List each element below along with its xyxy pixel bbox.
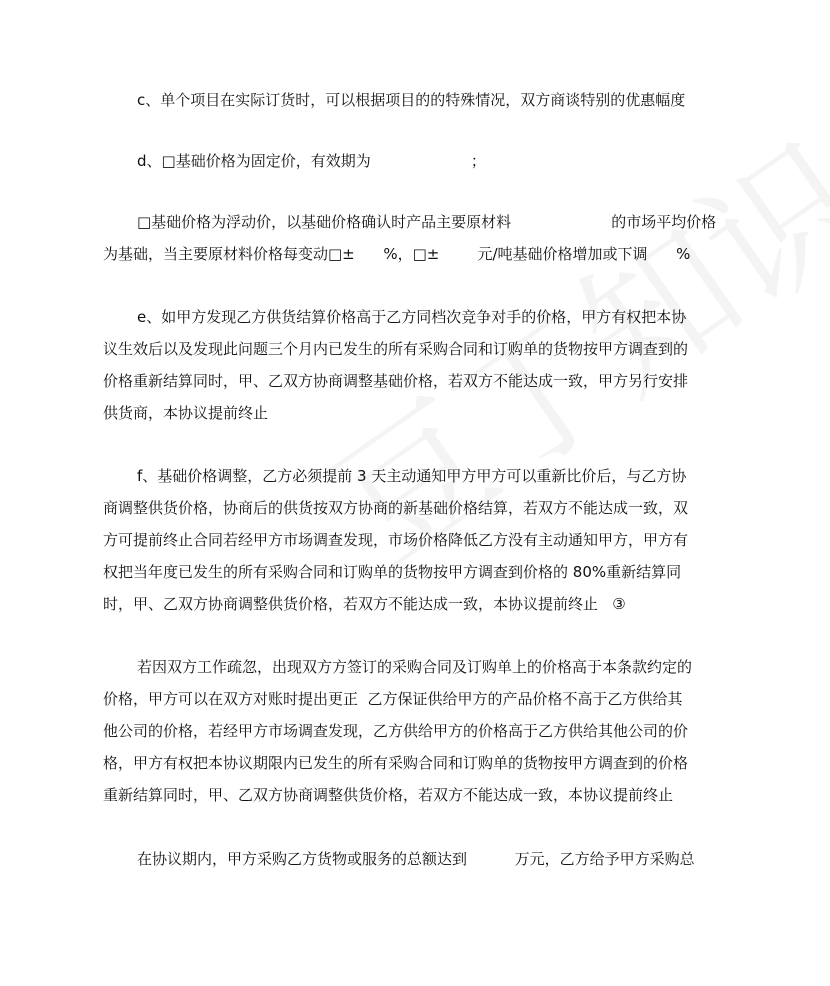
para-c-line-1: c、单个项目在实际订货时，可以根据项目的的特殊情况，双方商谈特别的优惠幅度	[137, 91, 686, 109]
para-e-line-1: e、如甲方发现乙方供货结算价格高于乙方同档次竞争对手的价格，甲方有权把本协	[137, 308, 687, 326]
para-e-line-2: 议生效后以及发现此问题三个月内已发生的所有采购合同和订购单的货物按甲方调查到的	[103, 340, 689, 358]
para-e-line-4: 供货商，本协议提前终止	[103, 404, 269, 422]
para-f-line-5: 时，甲、乙双方协商调整供货价格，若双方不能达成一致，本协议提前终止 ③	[103, 595, 626, 613]
para-d-line-1: d、□基础价格为固定价，有效期为 ；	[137, 152, 486, 170]
para-f-line-1: f、基础价格调整，乙方必须提前 3 天主动通知甲方甲方可以重新比价后，与乙方协	[137, 467, 687, 485]
para-g-line-3: 他公司的价格，若经甲方市场调查发现，乙方供给甲方的价格高于乙方供给其他公司的价	[103, 722, 689, 740]
para-f-line-2: 商调整供货价格，协商后的供货按双方协商的新基础价格结算，若双方不能达成一致，双	[103, 499, 689, 517]
para-g-line-4: 格，甲方有权把本协议期限内已发生的所有采购合同和订购单的货物按甲方调查到的价格	[103, 754, 689, 772]
para-f-line-4: 权把当年度已发生的所有采购合同和订购单的货物按甲方调查到价格的 80%重新结算同	[103, 563, 682, 581]
para-d-float-line-1: □基础价格为浮动价，以基础价格确认时产品主要原材料 的市场平均价格	[137, 213, 717, 231]
para-f-line-3: 方可提前终止合同若经甲方市场调查发现，市场价格降低乙方没有主动通知甲方，甲方有	[103, 531, 689, 549]
para-g-line-5: 重新结算同时，甲、乙双方协商调整供货价格，若双方不能达成一致，本协议提前终止	[103, 786, 674, 804]
para-h-line-1: 在协议期内，甲方采购乙方货物或服务的总额达到 万元，乙方给予甲方采购总	[137, 850, 695, 868]
para-g-line-2: 价格，甲方可以在双方对账时提出更正 乙方保证供给甲方的产品价格不高于乙方供给其	[103, 690, 683, 708]
para-d-float-line-2: 为基础，当主要原材料价格每变动□± %，□± 元/吨基础价格增加或下调 %	[103, 245, 691, 263]
para-g-line-1: 若因双方工作疏忽，出现双方方签订的采购合同及订购单上的价格高于本条款约定的	[137, 658, 693, 676]
para-e-line-3: 价格重新结算同时，甲、乙双方协商调整基础价格，若双方不能达成一致，甲方另行安排	[103, 372, 689, 390]
